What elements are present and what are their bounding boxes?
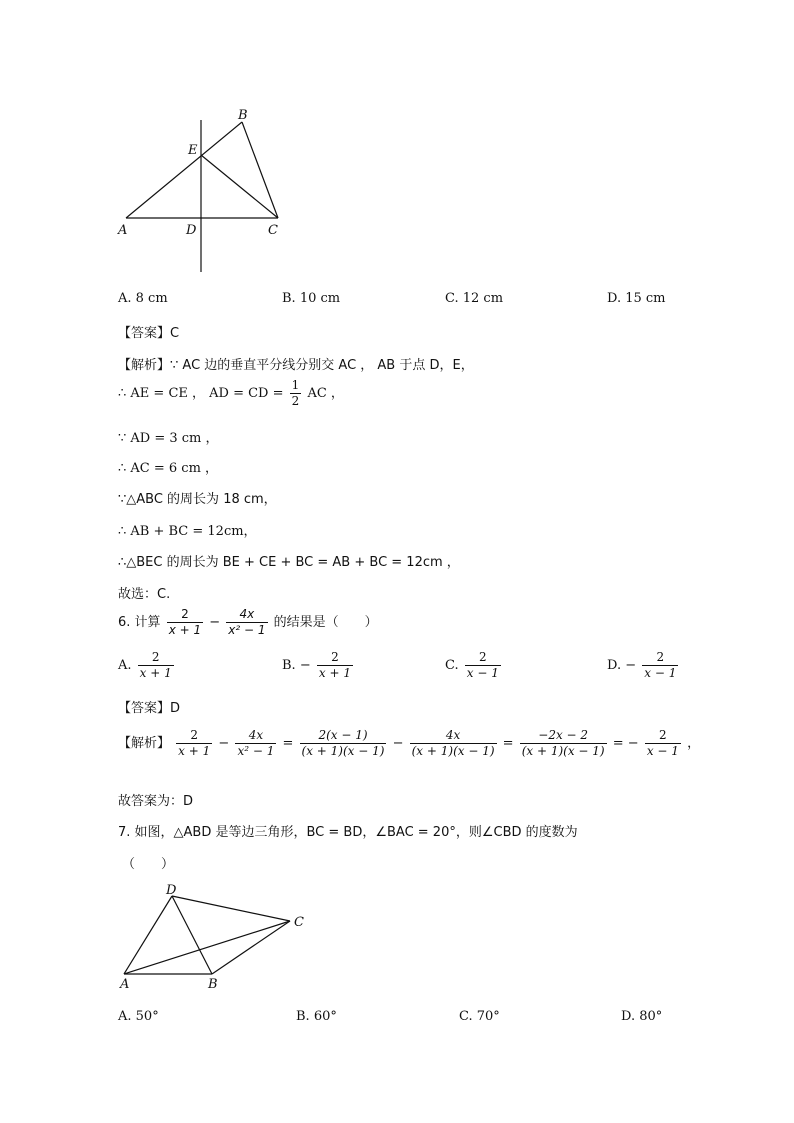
q5-analysis-line1: 【解析】∵ AC 边的垂直平分线分别交 AC ， AB 于点 D，E， xyxy=(118,358,474,373)
segment-AC xyxy=(124,921,290,974)
step-operator: = xyxy=(282,736,294,751)
option-letter: A. xyxy=(118,658,132,673)
option-sign: − xyxy=(625,658,637,673)
segment-DB xyxy=(172,896,212,974)
fraction-denominator: x + 1 xyxy=(318,666,351,680)
fraction-denominator: x² − 1 xyxy=(228,623,266,637)
option-letter: C. xyxy=(445,658,459,673)
step-operator: = xyxy=(502,736,514,751)
q6-prefix: 6. 计算 xyxy=(118,615,161,630)
fraction-denominator: x² − 1 xyxy=(237,744,275,758)
fraction-numerator: 2 xyxy=(642,650,678,666)
q6-suffix: 的结果是（ ） xyxy=(273,615,378,630)
fraction-numerator: 2(x − 1) xyxy=(300,728,387,744)
fraction-denominator: x + 1 xyxy=(168,623,202,637)
fraction-one-half xyxy=(290,378,302,409)
option-fraction xyxy=(465,650,501,681)
q5-analysis-line3: ∵ AD = 3 cm ， xyxy=(118,431,219,446)
q5-line2-post: AC ， xyxy=(307,386,344,401)
q5-analysis-line7: ∴△BEC 的周长为 BE + CE + BC = AB + BC = 12cm ， xyxy=(118,555,460,570)
q5-analysis-line2 xyxy=(118,378,344,409)
q6-option-c xyxy=(445,650,503,681)
label-A: A xyxy=(120,977,130,992)
q6-fraction-1 xyxy=(167,607,203,638)
option-letter: D. xyxy=(607,658,622,673)
fraction-denominator: x − 1 xyxy=(466,666,499,680)
q5-answer: 【答案】C xyxy=(118,326,180,341)
label-D: D xyxy=(186,223,197,238)
option-fraction xyxy=(138,650,174,681)
step-fraction xyxy=(235,728,276,759)
q5-option-c: C. 12 cm xyxy=(445,291,504,306)
segment-AB xyxy=(126,122,242,218)
label-A: A xyxy=(118,223,128,238)
step-operator: − xyxy=(218,736,230,751)
fraction-numerator: 2 xyxy=(167,607,203,623)
fraction-numerator: −2x − 2 xyxy=(520,728,607,744)
option-fraction xyxy=(642,650,678,681)
q5-line2-pre: ∴ AE = CE ， AD = CD = xyxy=(118,386,284,401)
step-operator: − xyxy=(392,736,404,751)
q7-stem: 7. 如图，△ABD 是等边三角形，BC = BD，∠BAC = 20°，则∠CBD 的度数为 xyxy=(118,825,578,840)
q6-option-d xyxy=(607,650,680,681)
segment-BC xyxy=(212,921,290,974)
segment-DC xyxy=(172,896,290,921)
fraction-numerator: 2 xyxy=(465,650,501,666)
q6-conclusion: 故答案为：D xyxy=(118,794,194,809)
q5-analysis-line4: ∴ AC = 6 cm ， xyxy=(118,461,219,476)
step-operator: ， xyxy=(687,736,701,751)
figure-triangle-perpendicular-bisector xyxy=(110,100,310,280)
step-fraction xyxy=(176,728,212,759)
fraction-denominator: x + 1 xyxy=(139,666,172,680)
q7-option-a: A. 50° xyxy=(118,1009,159,1024)
fraction-numerator: 2 xyxy=(176,728,212,744)
q6-answer: 【答案】D xyxy=(118,701,181,716)
q6-minus: − xyxy=(209,615,221,630)
fraction-denominator: (x + 1)(x − 1) xyxy=(521,744,605,758)
q6-stem xyxy=(118,607,378,638)
q6-option-b xyxy=(282,650,355,681)
q5-analysis-line8: 故选：C. xyxy=(118,587,171,602)
q6-analysis-label: 【解析】 xyxy=(118,736,171,751)
label-B: B xyxy=(238,108,248,123)
label-C: C xyxy=(294,915,304,930)
step-fraction xyxy=(410,728,497,759)
label-E: E xyxy=(188,143,198,158)
q6-option-a xyxy=(118,650,176,681)
step-fraction xyxy=(645,728,681,759)
q7-paren: （ ） xyxy=(122,857,175,872)
q7-option-d: D. 80° xyxy=(621,1009,663,1024)
fraction-numerator: 2 xyxy=(317,650,353,666)
fraction-numerator: 2 xyxy=(645,728,681,744)
q5-option-b: B. 10 cm xyxy=(282,291,341,306)
fraction-denominator: x − 1 xyxy=(646,744,679,758)
segment-AD xyxy=(124,896,172,974)
q6-analysis xyxy=(118,728,700,759)
fraction-numerator: 2 xyxy=(138,650,174,666)
label-B: B xyxy=(208,977,218,992)
fraction-numerator: 4x xyxy=(235,728,276,744)
fraction-denominator: x + 1 xyxy=(178,744,211,758)
fraction-denominator: (x + 1)(x − 1) xyxy=(301,744,385,758)
fraction-denominator: (x + 1)(x − 1) xyxy=(411,744,495,758)
q5-option-a: A. 8 cm xyxy=(118,291,168,306)
label-C: C xyxy=(268,223,278,238)
step-fraction xyxy=(300,728,387,759)
step-fraction xyxy=(520,728,607,759)
fraction-numerator: 4x xyxy=(410,728,497,744)
fraction-numerator: 4x xyxy=(226,607,267,623)
q7-option-b: B. 60° xyxy=(296,1009,337,1024)
q6-fraction-2 xyxy=(226,607,267,638)
option-letter: B. xyxy=(282,658,296,673)
q5-option-d: D. 15 cm xyxy=(607,291,666,306)
option-sign: − xyxy=(299,658,311,673)
fraction-denominator: x − 1 xyxy=(644,666,677,680)
option-fraction xyxy=(317,650,353,681)
q5-analysis-line6: ∴ AB + BC = 12cm， xyxy=(118,524,257,539)
label-D: D xyxy=(166,883,177,898)
fraction-denominator: 2 xyxy=(291,394,300,408)
figure-q7-triangles xyxy=(110,878,320,996)
q5-analysis-line5: ∵△ABC 的周长为 18 cm， xyxy=(118,492,277,507)
q7-option-c: C. 70° xyxy=(459,1009,500,1024)
step-operator: = − xyxy=(612,736,639,751)
fraction-numerator: 1 xyxy=(291,378,300,392)
